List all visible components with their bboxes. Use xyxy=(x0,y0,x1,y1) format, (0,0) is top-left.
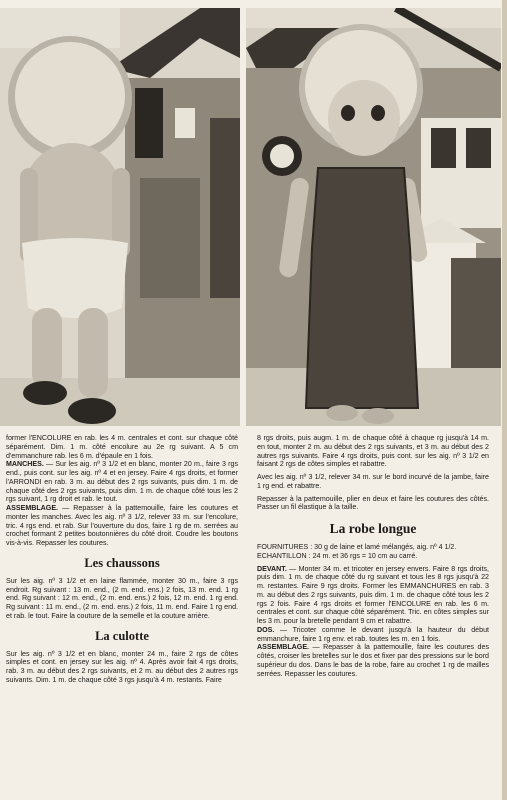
paragraph-finition xyxy=(257,495,489,513)
photo-doll-back xyxy=(0,8,240,426)
paragraph-culotte xyxy=(6,650,238,685)
paragraph-text: former l'ENCOLURE en rab. les 4 m. centrales et cont. sur chaque côté séparément. Dim. 1 m. côté encolure au 2e rg suivant. A 5 cm d'emmanchure rab. les 6 m. d'épaule en 1 fois. xyxy=(6,434,238,460)
paragraph-manches xyxy=(6,460,238,504)
devant-label: DEVANT. xyxy=(257,564,287,573)
paragraph-jambe xyxy=(257,473,489,491)
paragraph-text: — Sur les aig. nº 3 1/2 et en blanc, monter 20 m., faire 3 rgs end., puis cont. sur les aig. nº 4 et en jersey. Faire 4 rgs droits, et former l'ARRONDI en rab. 3 m. au début des 2 rgs suivants, puis dim. 1 m. de chaque côté des 2 rgs suivants, puis dim. 1 m. de chaque côté tous les 2 rgs suivant, 1 rg droit et rab. le tout. xyxy=(6,460,238,504)
paragraph-fournitures xyxy=(257,543,489,552)
paragraph-text: Sur les aig. nº 3 1/2 et en laine flammée, monter 30 m., faire 3 rgs endroit. Rg suivant : 13 m. end., (2 m. end. ens.) 2 fois, 13 m. end. 1 rg end. Rg suivant : 12 m. end., (2 m. end. ens.) 2 fois, 12 m. end. 1 rg end. Rg suivant : 11 m. end., (2 m. end. ens.) 2 fois, 11 m. end. Faire 1 rg end. et rab. le tout. Faire la couture de la semelle et la couture arrière. xyxy=(6,576,238,620)
assemblage-robe-label: ASSEMBLAGE. xyxy=(257,643,310,652)
paragraph-assemblage-robe xyxy=(257,643,489,678)
photo-doll-dress xyxy=(246,8,501,426)
paragraph-devant xyxy=(257,565,489,626)
dos-label: DOS. xyxy=(257,625,275,634)
paragraph-text: — Repasser à la pattemouille, faire les coutures et monter les manches. Avec les aig. nº 3 1/2, relever 33 m. sur l'encolure, tric. 4 rgs end. et rab. Sur l'ouverture du dos, faire 1 rg de m. serrées au crochet formant 2 petites boutonnières du côté droit. Coudre les boutons vis-à-vis. Repasser les coutures. xyxy=(6,504,238,547)
heading-culotte: La culotte xyxy=(95,628,149,643)
text-column-right xyxy=(257,434,489,678)
paragraph-text: : 30 g de laine et lamé mélangés, aig. nº 4 1/2. xyxy=(308,543,457,551)
paragraph-text: Repasser à la pattemouille, plier en deux et faire les coutures des côtés. Passer un fil élastique à la taille. xyxy=(257,494,489,512)
assemblage-label: ASSEMBLAGE. xyxy=(6,504,59,512)
manches-label: MANCHES. xyxy=(6,460,44,469)
paragraph-text: Avec les aig. nº 3 1/2, relever 34 m. sur le bord incurvé de la jambe, faire 1 rg end. et rabattre. xyxy=(257,473,489,490)
paragraph-echantillon xyxy=(257,552,489,561)
doll-back-illustration xyxy=(0,8,240,426)
paragraph-chaussons xyxy=(6,577,238,621)
paragraph-text: — Tricoter comme le devant jusqu'à la hauteur du début emmanchure, faire 1 rg env. et rab. toutes les m. en 1 fois. xyxy=(257,625,489,643)
echantillon-label: ECHANTILLON xyxy=(257,551,307,560)
fournitures-label: FOURNITURES xyxy=(257,543,309,551)
page-edge xyxy=(502,0,507,800)
paragraph-text: Sur les aig. nº 3 1/2 et en blanc, monter 24 m., faire 2 rgs de côtes simples et cont. en jersey sur les aig. nº 4. Après avoir fait 4 rgs droits, rab. 3 m. au début des 2 rgs suivants, et 2 m. au début des 2 autres rgs suivants. Dim. 1 m. de chaque côté 3 rgs jusqu'à 4 m. restants. Faire xyxy=(6,649,238,684)
paragraph-dos xyxy=(257,626,489,644)
doll-dress-illustration xyxy=(246,8,501,426)
paragraph-text: : 24 m. et 36 rgs = 10 cm au carré. xyxy=(306,551,418,560)
heading-chaussons: Les chaussons xyxy=(84,555,160,570)
paragraph-assemblage xyxy=(6,504,238,548)
paragraph-culotte-cont xyxy=(257,434,489,469)
text-column-left xyxy=(6,434,238,685)
paragraph-text: — Monter 34 m. et tricoter en jersey envers. Faire 8 rgs droits, puis dim. 1 m. de chaque côté du rg suivant et tous les 8 rgs jusqu'à 22 m. restantes. Faire 9 rgs droits. Former les EMMANCHURES en rab. 3 m. au début des 2 rgs suivants, puis dim. 1 m. de chaque côté tous les 2 rgs 2 fois. Faire 4 rgs droits et former l'ENCOLURE en rab. les 6 m. centrales et cont. sur chaque côté séparément. Tric. en côtes simples sur les 3 m. pour la bretelle pendant 9 cm et rabattre. xyxy=(257,564,489,625)
paragraph-text: 8 rgs droits, puis augm. 1 m. de chaque côté à chaque rg jusqu'à 14 m. en tout, monter 2 m. au début des 2 rgs suivants, et 3 m. au début des 2 autres rgs suivants. Faire 4 rgs droits, puis cont. sur les aig. nº 3 1/2 en faisant 2 rgs de côtes simples et rabattre. xyxy=(257,434,489,469)
paragraph-text: — Repasser à la pattemouille, faire les coutures des côtés, croiser les bretelles sur le dos et fixer par des pressions sur le bord supérieur du dos. Dans le bas de la robe, faire au crochet 1 rg de mailles serrées. Repasser les coutures. xyxy=(257,643,489,678)
paragraph-encolure xyxy=(6,434,238,460)
heading-robe-longue: La robe longue xyxy=(329,521,417,536)
